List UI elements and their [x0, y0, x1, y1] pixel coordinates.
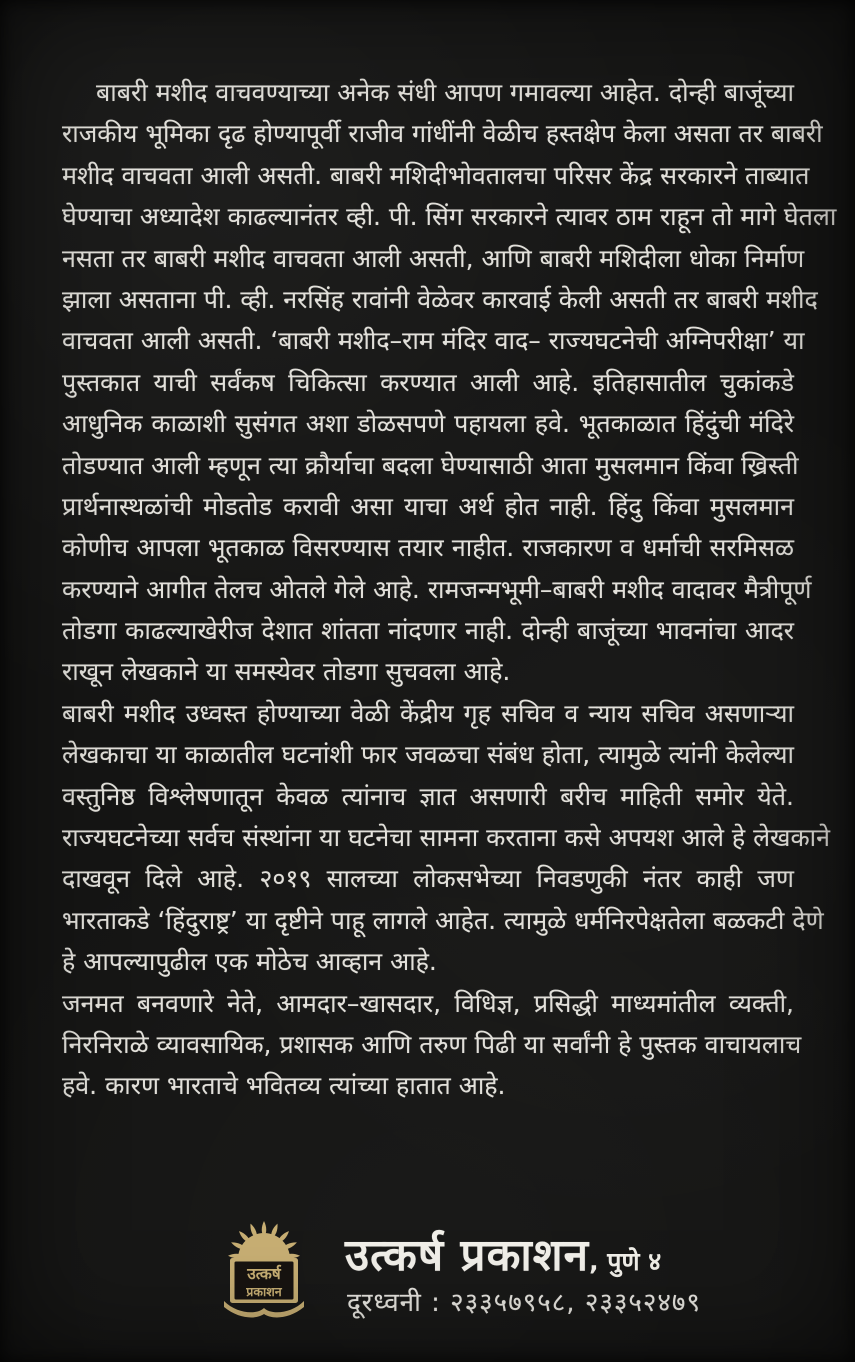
body-text-line: कोणीच आपला भूतकाळ विसरण्यास तयार नाहीत. राजकारण व धर्माची सरमिसळ	[62, 533, 794, 563]
body-text-line: भारताकडे ‘हिंदुराष्ट्र’ या दृष्टीने पाहू लागले आहेत. त्यामुळे धर्मनिरपेक्षतेला बळकटी देणे	[62, 905, 824, 935]
body-text-line: झाला असताना पी. व्ही. नरसिंह रावांनी वेळेवर कारवाई केली असती तर बाबरी मशीद	[62, 284, 818, 314]
publisher-name: उत्कर्ष प्रकाशन	[345, 1230, 590, 1281]
body-text-line: बाबरी मशीद उध्वस्त होण्याच्या वेळी केंद्रीय गृह सचिव व न्याय सचिव असणाऱ्या	[62, 698, 794, 728]
body-text-line: राखून लेखकाने या समस्येवर तोडगा सुचवला आहे.	[62, 657, 511, 687]
back-cover-text	[62, 72, 837, 1107]
body-text-line: बाबरी मशीद वाचवण्याच्या अनेक संधी आपण गमावल्या आहेत. दोन्ही बाजूंच्या	[96, 78, 794, 107]
body-text-line: वाचवता आली असती. ‘बाबरी मशीद–राम मंदिर वाद– राज्यघटनेची अग्निपरीक्षा’ या	[62, 326, 805, 356]
body-text-line: दाखवून दिले आहे. २०१९ सालच्या लोकसभेच्या निवडणुकी नंतर काही जण	[62, 864, 794, 894]
body-text-line: घेण्याचा अध्यादेश काढल्यानंतर व्ही. पी. सिंग सरकारने त्यावर ठाम राहून तो मागे घेतला	[62, 202, 837, 232]
logo-text-line2: प्रकाशन	[246, 1284, 282, 1299]
body-text-line: निरनिराळे व्यावसायिक, प्रशासक आणि तरुण पिढी या सर्वांनी हे पुस्तक वाचायलाच	[62, 1029, 802, 1059]
publisher-logo-icon	[220, 1221, 308, 1323]
open-book-icon	[224, 1301, 304, 1317]
body-text-line: पुस्तकात याची सर्वंकष चिकित्सा करण्यात आली आहे. इतिहासातील चुकांकडे	[62, 367, 794, 397]
body-text-line: हे आपल्यापुढील एक मोठेच आव्हान आहे.	[62, 947, 437, 977]
body-text-line: राज्यघटनेच्या सर्वच संस्थांना या घटनेचा सामना करताना कसे अपयश आले हे लेखकाने	[62, 823, 831, 853]
body-text-line: लेखकाचा या काळातील घटनांशी फार जवळचा संबंध होता, त्यामुळे त्यांनी केलेल्या	[62, 740, 794, 770]
publisher-block	[0, 1215, 855, 1335]
body-text-line: राजकीय भूमिका दृढ होण्यापूर्वी राजीव गांधींनी वेळीच हस्तक्षेप केला असता तर बाबरी	[62, 119, 823, 149]
body-text-line: तोडगा काढल्याखेरीज देशात शांतता नांदणार नाही. दोन्ही बाजूंच्या भावनांचा आदर	[62, 616, 794, 646]
publisher-phone: दूरध्वनी : २३३५७९५८, २३३५२४७९	[347, 1288, 701, 1318]
body-text-line: मशीद वाचवता आली असती. बाबरी मशिदीभोवतालचा परिसर केंद्र सरकारने ताब्यात	[62, 160, 810, 190]
body-text-line: करण्याने आगीत तेलच ओतले गेले आहे. रामजन्मभूमी–बाबरी मशीद वादावर मैत्रीपूर्ण	[62, 574, 812, 604]
body-text-line: आधुनिक काळाशी सुसंगत अशा डोळसपणे पहायला हवे. भूतकाळात हिंदुंची मंदिरे	[62, 409, 794, 439]
body-text-line: जनमत बनवणारे नेते, आमदार–खासदार, विधिज्ञ, प्रसिद्धी माध्यमांतील व्यक्ती,	[62, 988, 794, 1018]
body-text-line: वस्तुनिष्ठ विश्लेषणातून केवळ त्यांनाच ज्ञात असणारी बरीच माहिती समोर येते.	[62, 781, 794, 811]
body-text-line: हवे. कारण भारताचे भवितव्य त्यांच्या हातात आहे.	[62, 1071, 506, 1101]
body-text-line: प्रार्थनास्थळांची मोडतोड करावी असा याचा अर्थ होत नाही. हिंदु किंवा मुसलमान	[62, 491, 794, 521]
logo-text-line1: उत्कर्ष	[247, 1265, 281, 1283]
publisher-name-line	[345, 1223, 661, 1283]
body-text-line: तोडण्यात आली म्हणून त्या क्रौर्याचा बदला घेण्यासाठी आता मुसलमान किंवा ख्रिस्ती	[62, 450, 799, 480]
publisher-city: , पुणे ४	[589, 1247, 662, 1276]
body-text-line: नसता तर बाबरी मशीद वाचवता आली असती, आणि बाबरी मशिदीला धोका निर्माण	[62, 243, 805, 273]
